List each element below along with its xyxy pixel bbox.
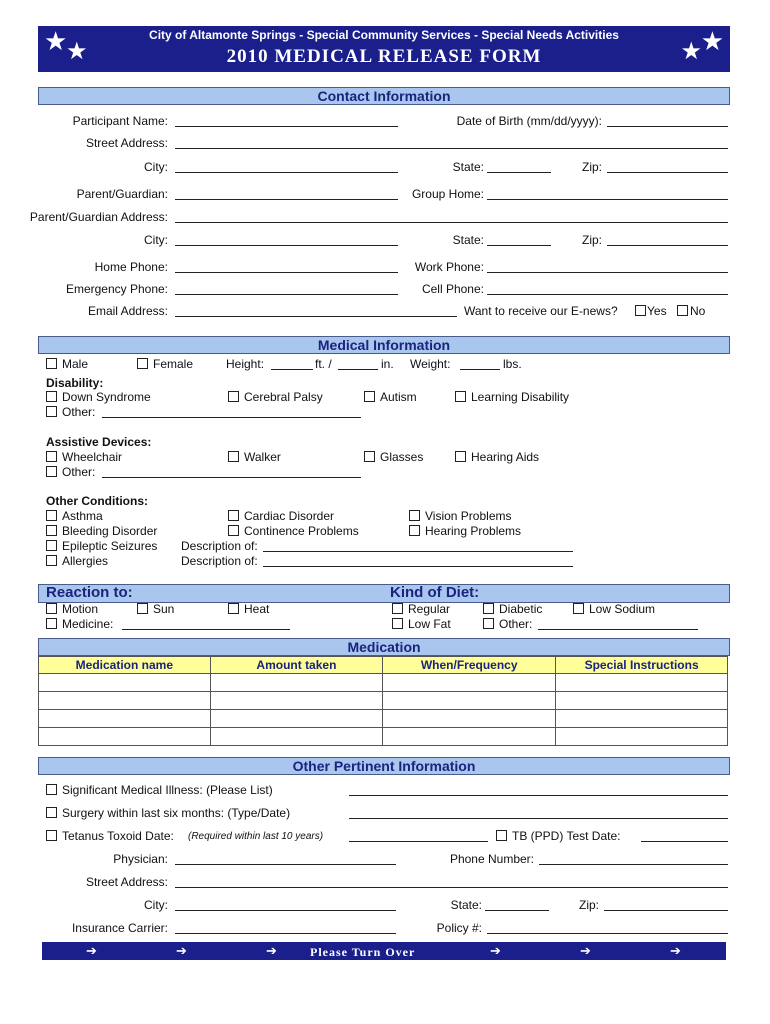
medicine-checkbox[interactable] xyxy=(46,618,57,629)
arrow-right-icon: ➔ xyxy=(266,943,277,958)
bleeding-disorder-label: Bleeding Disorder xyxy=(62,524,158,538)
table-cell[interactable] xyxy=(210,674,382,692)
participant-name-label: Participant Name: xyxy=(72,114,168,128)
please-turn-over: Please Turn Over xyxy=(310,945,416,959)
street-address-field[interactable] xyxy=(175,148,728,149)
pertinent-zip-label: Zip: xyxy=(578,898,599,912)
group-home-field[interactable] xyxy=(487,199,728,200)
continence-problems-checkbox[interactable] xyxy=(228,525,239,536)
enews-no-checkbox[interactable] xyxy=(677,305,688,316)
medicine-field[interactable] xyxy=(122,629,290,630)
insurance-carrier-field[interactable] xyxy=(175,933,396,934)
sun-label: Sun xyxy=(153,602,175,616)
col-medication-name: Medication name xyxy=(39,657,211,674)
diabetic-diet-checkbox[interactable] xyxy=(483,603,494,614)
dob-label: Date of Birth (mm/dd/yyyy): xyxy=(456,114,602,128)
epileptic-seizures-checkbox[interactable] xyxy=(46,540,57,551)
parent-guardian-label: Parent/Guardian: xyxy=(76,187,168,201)
assistive-devices-heading: Assistive Devices: xyxy=(46,435,152,449)
table-cell[interactable] xyxy=(210,692,382,710)
low-fat-label: Low Fat xyxy=(408,617,451,631)
description-field-2[interactable] xyxy=(263,566,573,567)
walker-checkbox[interactable] xyxy=(228,451,239,462)
cerebral-palsy-label: Cerebral Palsy xyxy=(244,390,323,404)
header-subtitle: City of Altamonte Springs - Special Community Services - Special Needs Activities xyxy=(149,28,619,42)
insurance-carrier-label: Insurance Carrier: xyxy=(71,921,168,935)
state2-field[interactable] xyxy=(487,245,551,246)
reaction-heading: Reaction to: xyxy=(46,584,133,601)
asthma-label: Asthma xyxy=(62,509,103,523)
city2-label: City: xyxy=(144,233,168,247)
medication-table xyxy=(38,656,728,746)
emergency-phone-field[interactable] xyxy=(175,294,398,295)
diet-other-field[interactable] xyxy=(538,629,698,630)
state2-label: State: xyxy=(452,233,484,247)
dob-field[interactable] xyxy=(607,126,728,127)
glasses-label: Glasses xyxy=(380,450,424,464)
table-cell[interactable] xyxy=(383,728,556,746)
height-in-field[interactable] xyxy=(338,369,378,370)
pertinent-city-field[interactable] xyxy=(175,910,396,911)
physician-label: Physician: xyxy=(113,852,168,866)
cell-phone-label: Cell Phone: xyxy=(421,282,484,296)
section-other-pertinent-information: Other Pertinent Information xyxy=(38,757,730,775)
autism-label: Autism xyxy=(380,390,417,404)
section-contact-information: Contact Information xyxy=(38,87,730,105)
low-sodium-checkbox[interactable] xyxy=(573,603,584,614)
pertinent-zip-field[interactable] xyxy=(604,910,728,911)
surgery-field[interactable] xyxy=(349,818,728,819)
email-address-label: Email Address: xyxy=(87,304,168,318)
parent-guardian-field[interactable] xyxy=(175,199,398,200)
asthma-checkbox[interactable] xyxy=(46,510,57,521)
zip2-field[interactable] xyxy=(607,245,728,246)
table-cell[interactable] xyxy=(556,674,728,692)
state-field[interactable] xyxy=(487,172,551,173)
in-label: in. xyxy=(381,357,394,371)
low-fat-checkbox[interactable] xyxy=(392,618,403,629)
table-cell[interactable] xyxy=(210,710,382,728)
enews-yes-label: Yes xyxy=(647,304,667,318)
home-phone-label: Home Phone: xyxy=(94,260,168,274)
street-address-label: Street Address: xyxy=(85,136,168,150)
arrow-right-icon: ➔ xyxy=(176,943,187,958)
regular-diet-checkbox[interactable] xyxy=(392,603,403,614)
other-conditions-heading: Other Conditions: xyxy=(46,494,148,508)
regular-diet-label: Regular xyxy=(408,602,451,616)
disability-heading: Disability: xyxy=(46,376,104,390)
table-cell[interactable] xyxy=(383,710,556,728)
col-special-instructions: Special Instructions xyxy=(556,657,728,674)
hearing-problems-checkbox[interactable] xyxy=(409,525,420,536)
motion-label: Motion xyxy=(62,602,99,616)
weight-label: Weight: xyxy=(410,357,451,371)
diet-other-label: Other: xyxy=(499,617,533,631)
table-row xyxy=(39,692,728,710)
down-syndrome-checkbox[interactable] xyxy=(46,391,57,402)
table-cell[interactable] xyxy=(556,710,728,728)
description-field-1[interactable] xyxy=(263,551,573,552)
wheelchair-label: Wheelchair xyxy=(62,450,123,464)
zip2-label: Zip: xyxy=(581,233,602,247)
tetanus-checkbox[interactable] xyxy=(46,830,57,841)
arrow-right-icon: ➔ xyxy=(490,943,501,958)
tetanus-note: (Required within last 10 years) xyxy=(188,831,324,842)
emergency-phone-label: Emergency Phone: xyxy=(65,282,168,296)
sun-checkbox[interactable] xyxy=(137,603,148,614)
col-when-frequency: When/Frequency xyxy=(383,657,556,674)
diet-heading: Kind of Diet: xyxy=(390,584,480,601)
arrow-right-icon: ➔ xyxy=(670,943,681,958)
parent-address-field[interactable] xyxy=(175,222,728,223)
email-address-field[interactable] xyxy=(175,316,457,317)
epileptic-seizures-label: Epileptic Seizures xyxy=(62,539,158,553)
assistive-other-checkbox[interactable] xyxy=(46,466,57,477)
assistive-other-label: Other: xyxy=(62,465,96,479)
physician-field[interactable] xyxy=(175,864,396,865)
diabetic-diet-label: Diabetic xyxy=(499,602,543,616)
cerebral-palsy-checkbox[interactable] xyxy=(228,391,239,402)
medication-table-header xyxy=(39,657,728,674)
female-label: Female xyxy=(153,357,194,371)
zip-field[interactable] xyxy=(607,172,728,173)
reaction-diet-header xyxy=(38,584,730,603)
group-home-label: Group Home: xyxy=(411,187,484,201)
pertinent-state-label: State: xyxy=(450,898,482,912)
table-cell[interactable] xyxy=(210,728,382,746)
star-icon: ★ xyxy=(44,26,68,56)
description-label-1: Description of: xyxy=(181,539,258,553)
parent-address-label: Parent/Guardian Address: xyxy=(29,210,168,224)
medical-illness-checkbox[interactable] xyxy=(46,784,57,795)
table-row xyxy=(39,710,728,728)
header-banner xyxy=(38,26,730,72)
heat-checkbox[interactable] xyxy=(228,603,239,614)
female-checkbox[interactable] xyxy=(137,358,148,369)
tb-test-field[interactable] xyxy=(641,841,728,842)
table-cell[interactable] xyxy=(39,728,211,746)
cell-phone-field[interactable] xyxy=(487,294,728,295)
ft-label: ft. / xyxy=(315,357,332,371)
height-label: Height: xyxy=(226,357,265,371)
city2-field[interactable] xyxy=(175,245,398,246)
table-row xyxy=(39,728,728,746)
phone-number-field[interactable] xyxy=(539,864,728,865)
diet-other-checkbox[interactable] xyxy=(483,618,494,629)
disability-other-label: Other: xyxy=(62,405,96,419)
table-cell[interactable] xyxy=(556,692,728,710)
policy-field[interactable] xyxy=(487,933,728,934)
footer-banner xyxy=(42,942,726,960)
height-ft-field[interactable] xyxy=(271,369,313,370)
city-field[interactable] xyxy=(175,172,398,173)
surgery-checkbox[interactable] xyxy=(46,807,57,818)
disability-other-field[interactable] xyxy=(102,417,361,418)
autism-checkbox[interactable] xyxy=(364,391,375,402)
weight-field[interactable] xyxy=(460,369,500,370)
allergies-label: Allergies xyxy=(62,554,109,568)
home-phone-field[interactable] xyxy=(175,272,398,273)
hearing-aids-label: Hearing Aids xyxy=(471,450,540,464)
hearing-aids-checkbox[interactable] xyxy=(455,451,466,462)
cardiac-disorder-checkbox[interactable] xyxy=(228,510,239,521)
learning-disability-checkbox[interactable] xyxy=(455,391,466,402)
vision-problems-checkbox[interactable] xyxy=(409,510,420,521)
pertinent-state-field[interactable] xyxy=(485,910,549,911)
section-medication: Medication xyxy=(38,638,730,656)
table-cell[interactable] xyxy=(556,728,728,746)
work-phone-field[interactable] xyxy=(487,272,728,273)
medicine-label: Medicine: xyxy=(62,617,114,631)
page-title: 2010 MEDICAL RELEASE FORM xyxy=(226,46,542,67)
tb-test-checkbox[interactable] xyxy=(496,830,507,841)
work-phone-label: Work Phone: xyxy=(414,260,484,274)
policy-label: Policy #: xyxy=(436,921,482,935)
section-medical-information: Medical Information xyxy=(38,336,730,354)
table-row xyxy=(39,674,728,692)
continence-problems-label: Continence Problems xyxy=(244,524,359,538)
enews-yes-checkbox[interactable] xyxy=(635,305,646,316)
allergies-checkbox[interactable] xyxy=(46,555,57,566)
table-cell[interactable] xyxy=(39,674,211,692)
glasses-checkbox[interactable] xyxy=(364,451,375,462)
pertinent-street-label: Street Address: xyxy=(85,875,168,889)
heat-label: Heat xyxy=(244,602,270,616)
male-checkbox[interactable] xyxy=(46,358,57,369)
medical-illness-label: Significant Medical Illness: (Please List) xyxy=(62,783,273,797)
table-cell[interactable] xyxy=(39,710,211,728)
arrow-right-icon: ➔ xyxy=(86,943,97,958)
tetanus-field[interactable] xyxy=(349,841,488,842)
participant-name-field[interactable] xyxy=(175,126,398,127)
walker-label: Walker xyxy=(244,450,281,464)
description-label-2: Description of: xyxy=(181,554,258,568)
star-icon: ★ xyxy=(700,26,724,56)
disability-other-checkbox[interactable] xyxy=(46,406,57,417)
zip-label: Zip: xyxy=(581,160,602,174)
enews-no-label: No xyxy=(690,304,706,318)
pertinent-street-field[interactable] xyxy=(175,887,728,888)
phone-number-label: Phone Number: xyxy=(449,852,534,866)
tetanus-label: Tetanus Toxoid Date: xyxy=(62,829,174,843)
pertinent-city-label: City: xyxy=(144,898,168,912)
star-icon: ★ xyxy=(66,38,88,65)
state-label: State: xyxy=(452,160,484,174)
arrow-right-icon: ➔ xyxy=(580,943,591,958)
low-sodium-label: Low Sodium xyxy=(589,602,656,616)
star-icon: ★ xyxy=(680,38,702,65)
table-cell[interactable] xyxy=(39,692,211,710)
down-syndrome-label: Down Syndrome xyxy=(62,390,151,404)
hearing-problems-label: Hearing Problems xyxy=(425,524,522,538)
city-label: City: xyxy=(144,160,168,174)
learning-disability-label: Learning Disability xyxy=(471,390,570,404)
male-label: Male xyxy=(62,357,89,371)
medical-illness-field[interactable] xyxy=(349,795,728,796)
table-cell[interactable] xyxy=(383,674,556,692)
motion-checkbox[interactable] xyxy=(46,603,57,614)
table-cell[interactable] xyxy=(383,692,556,710)
bleeding-disorder-checkbox[interactable] xyxy=(46,525,57,536)
tb-test-label: TB (PPD) Test Date: xyxy=(512,829,621,843)
col-amount-taken: Amount taken xyxy=(210,657,382,674)
cardiac-disorder-label: Cardiac Disorder xyxy=(244,509,335,523)
assistive-other-field[interactable] xyxy=(102,477,361,478)
lbs-label: lbs. xyxy=(503,357,522,371)
enews-label: Want to receive our E-news? xyxy=(464,304,618,318)
vision-problems-label: Vision Problems xyxy=(425,509,512,523)
wheelchair-checkbox[interactable] xyxy=(46,451,57,462)
surgery-label: Surgery within last six months: (Type/Date) xyxy=(62,806,291,820)
